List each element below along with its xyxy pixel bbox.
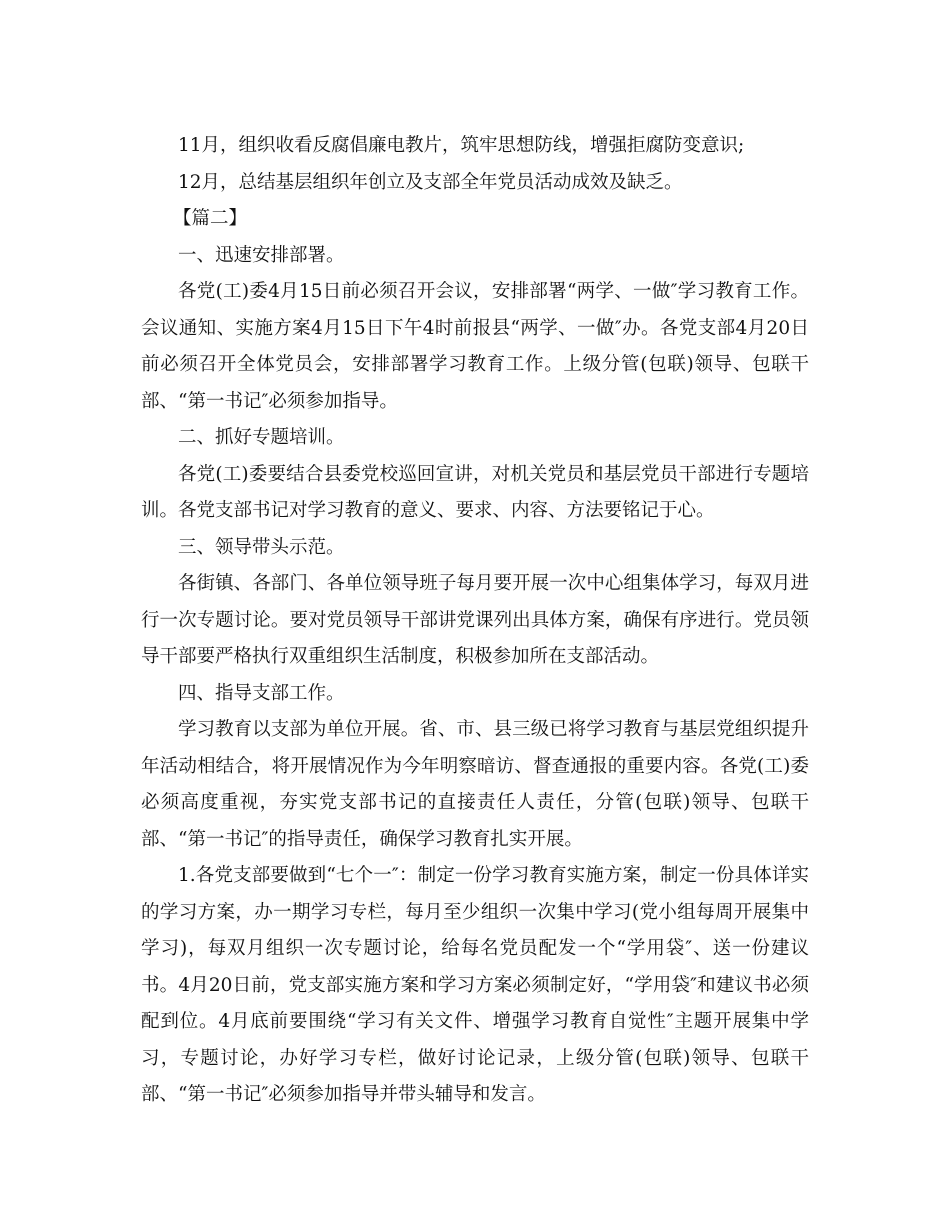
heading-special-training: 二、抓好专题培训。: [178, 427, 345, 448]
paragraph-leaders-lead: 各街镇、各部门、各单位领导班子每月要开展一次中心组集体学习，每双月进行一次专题讨论。要对党员领导干部讲党课列出具体方案，确保有序进行。党员领导干部要严格执行双重组织生活制度，积极参加所在支部活动。: [141, 573, 809, 667]
heading-guide-branches: 四、指导支部工作。: [178, 682, 345, 704]
paragraph-guide-branches: 学习教育以支部为单位开展。省、市、县三级已将学习教育与基层党组织提升年活动相结合，将开展情况作为今年明察暗访、督查通报的重要内容。各党(工)委必须高度重视，夯实党支部书记的直接责任人责任，分管(包联)领导、包联干部、“第一书记″的指导责任，确保学习教育扎实开展。: [141, 719, 809, 850]
section-heading-part-two: 【篇二】: [173, 208, 248, 229]
paragraph-special-training: 各党(工)委要结合县委党校巡回宣讲，对机关党员和基层党员干部进行专题培训。各党支部书记对学习教育的意义、要求、内容、方法要铭记于心。: [141, 463, 809, 521]
paragraph-december: 12月，总结基层组织年创立及支部全年党员活动成效及缺乏。: [178, 171, 683, 193]
paragraph-november: 11月，组织收看反腐倡廉电教片，筑牢思想防线，增强拒腐防变意识;: [178, 135, 745, 156]
paragraph-arrange-deployment: 各党(工)委4月15日前必须召开会议，安排部署“两学、一做″学习教育工作。会议通知、实施方案4月15日下午4时前报县“两学、一做″办。各党支部4月20日前必须召开全体党员会，安排部署学习教育工作。上级分管(包联)领导、包联干部、“第一书记″必须参加指导。: [141, 281, 809, 412]
heading-leaders-lead: 三、领导带头示范。: [178, 536, 345, 558]
paragraph-seven-ones: 1.各党支部要做到“七个一″：制定一份学习教育实施方案，制定一份具体详实的学习方案，办一期学习专栏，每月至少组织一次集中学习(党小组每周开展集中学习)，每双月组织一次专题讨论，给每名党员配发一个“学用袋″、送一份建议书。4月20日前，党支部实施方案和学习方案必须制定好，“学用袋″和建议书必须配到位。4月底前要围绕“学习有关文件、增强学习教育自觉性″主题开展集中学习，专题讨论，办好学习专栏，做好讨论记录，上级分管(包联)领导、包联干部、“第一书记″必须参加指导并带头辅导和发言。: [141, 865, 809, 1105]
document-body: [141, 128, 809, 1114]
heading-arrange-deployment: 一、迅速安排部署。: [178, 244, 345, 266]
